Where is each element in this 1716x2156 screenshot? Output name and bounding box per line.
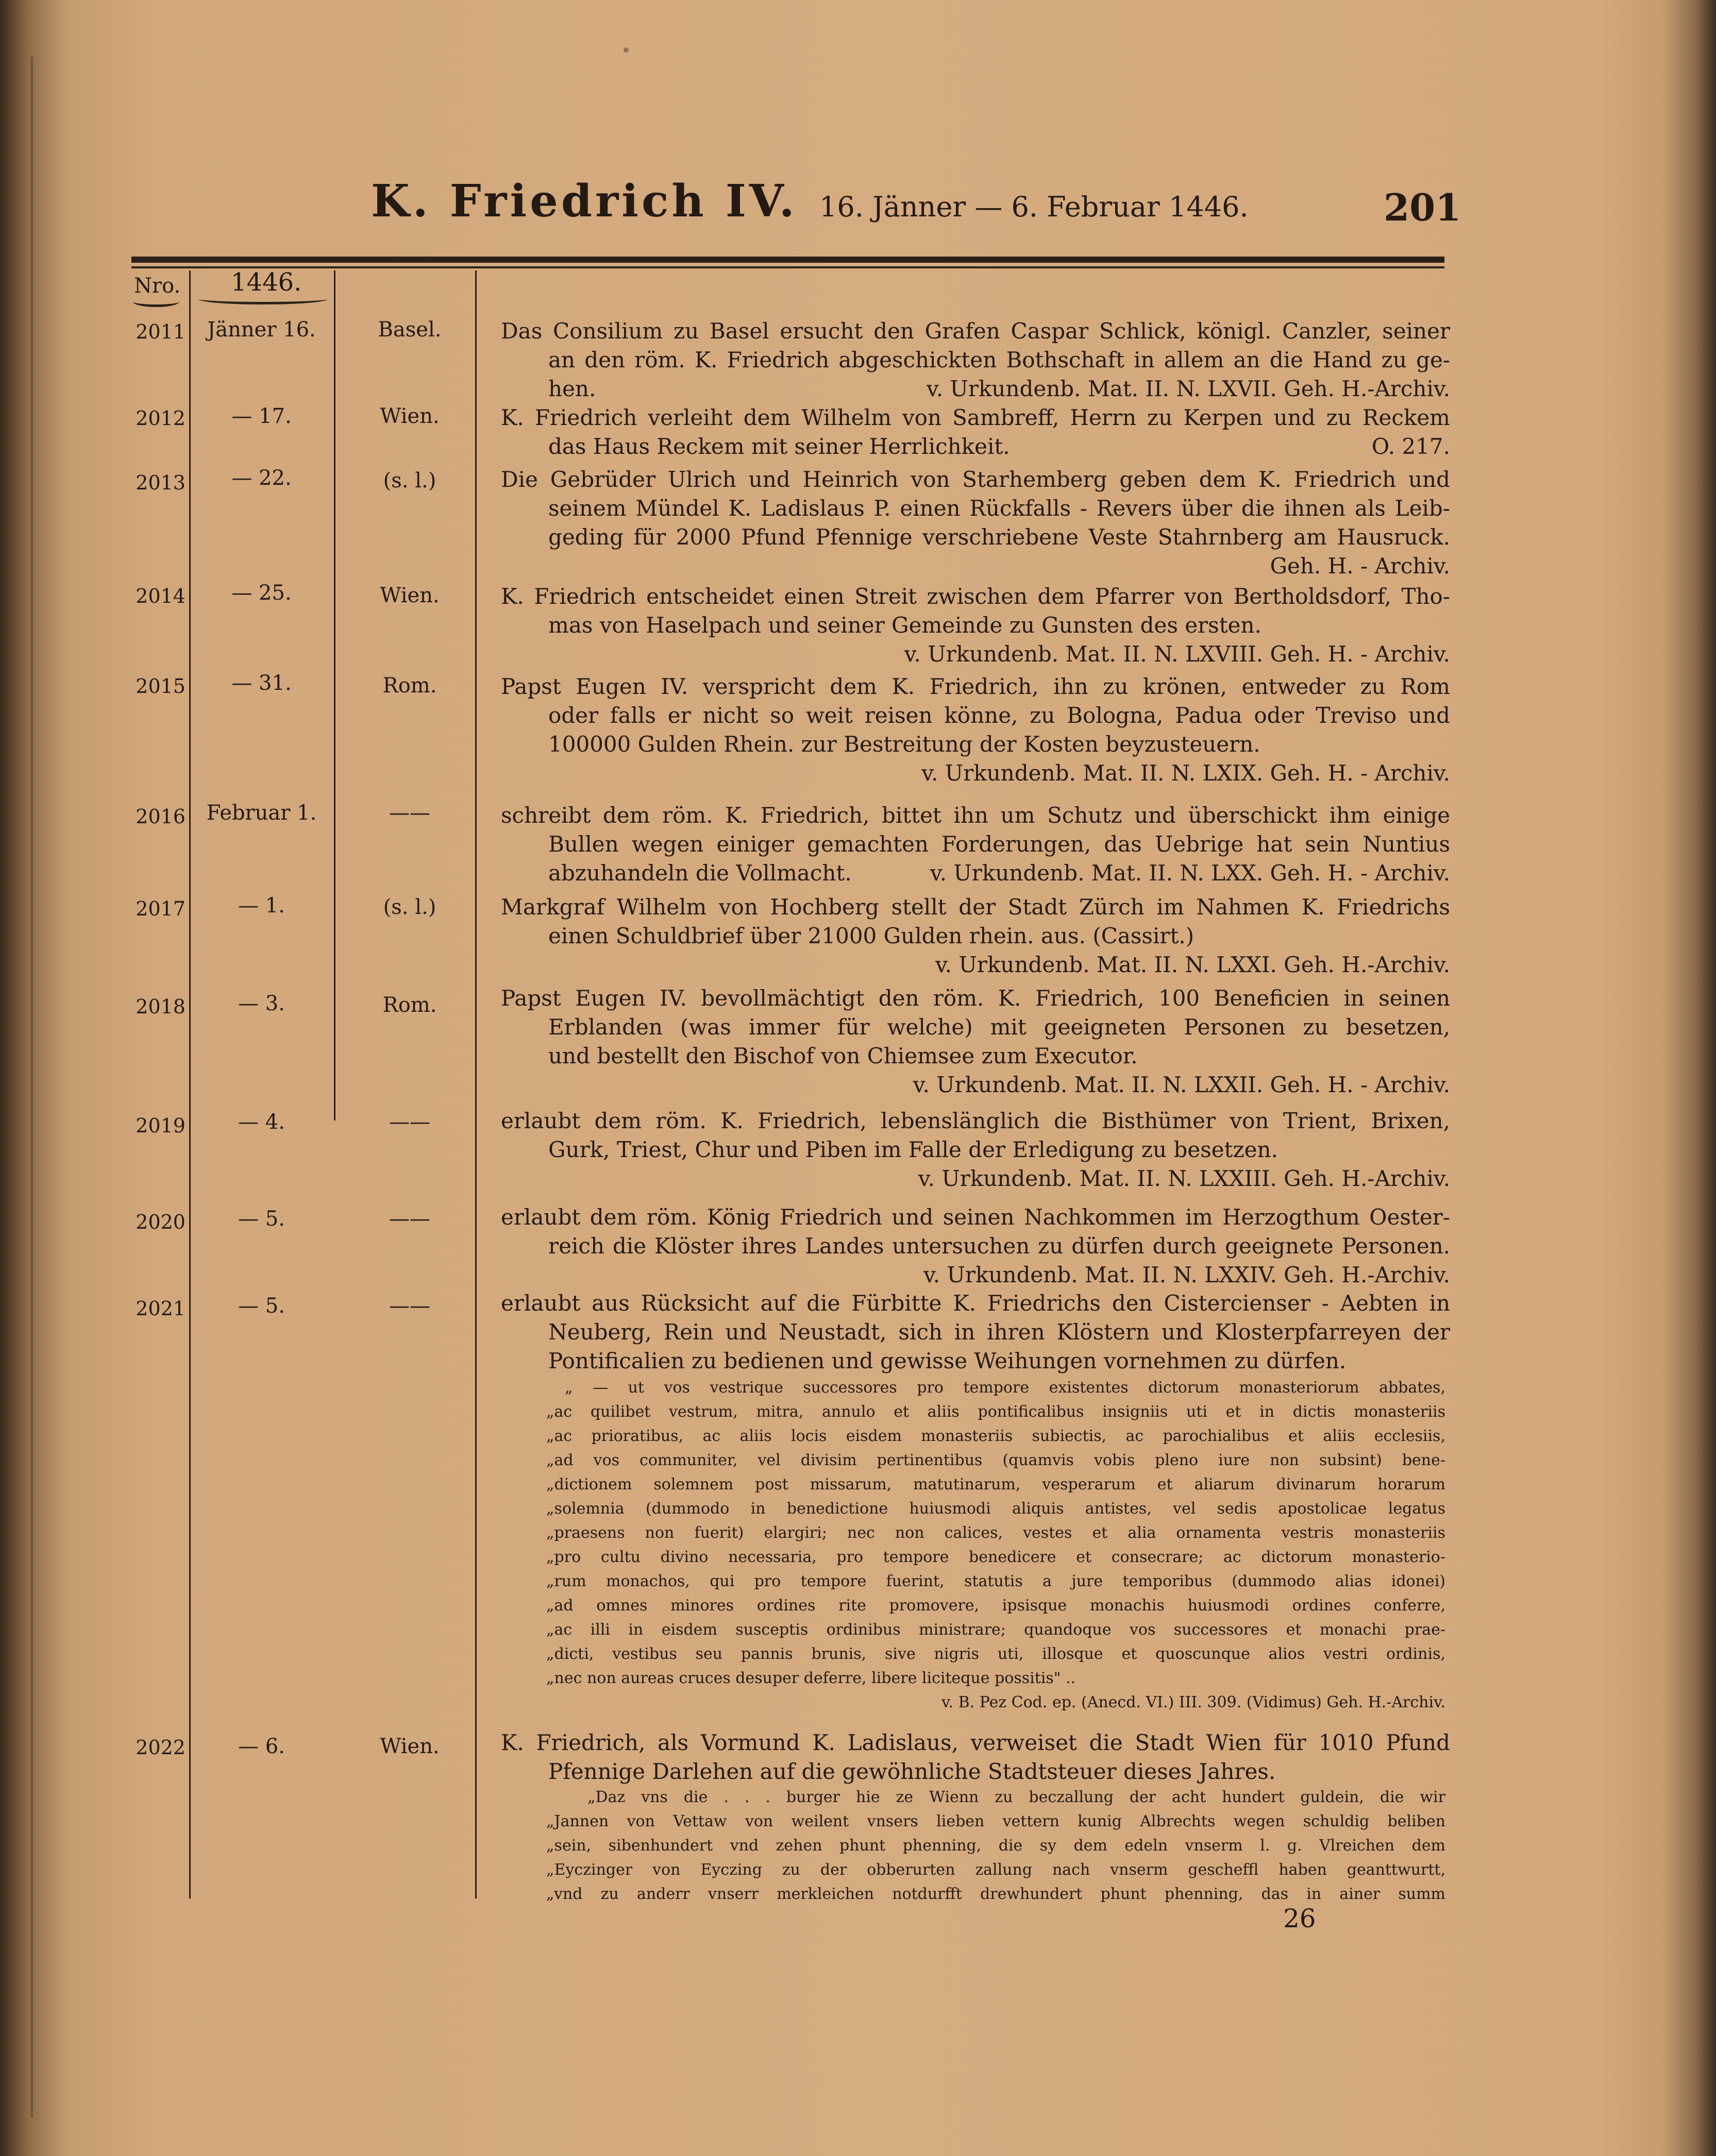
text-line: K. Friedrich verleiht dem Wilhelm von Sambreff, Herrn zu Kerpen und zu Reckem [501, 405, 1450, 430]
quote-line: „Eyczinger von Eyczing zu der obberurten zallung nach vnserm gescheffl haben geanttwurtt, [546, 1861, 1445, 1879]
entry-date: Jänner 16. [207, 318, 316, 342]
entry-number: 2015 [136, 675, 186, 698]
text-line [501, 859, 1450, 888]
text-line: reich die Klöster ihres Landes untersuchen zu dürfen durch geeignete Personen. [548, 1233, 1450, 1259]
text-line: erlaubt dem röm. K. Friedrich, lebenslänglich die Bisthümer von Trient, Brixen, [501, 1108, 1450, 1133]
entry-date: — 31. [231, 671, 292, 695]
column-rule-2 [334, 270, 335, 1121]
entry-place: —— [389, 1110, 430, 1134]
text-line-start: abzuhandeln die Vollmacht. [548, 860, 852, 886]
entry-number: 2019 [136, 1114, 186, 1137]
archive-reference: v. Urkundenb. Mat. II. N. LXXIII. Geh. H.-Archiv. [918, 1166, 1450, 1191]
text-line: an den röm. K. Friedrich abgeschickten Bothschaft in allem an die Hand zu ge- [548, 347, 1450, 372]
entry-text [501, 403, 1450, 461]
archive-reference: v. Urkundenb. Mat. II. N. LXVII. Geh. H.-Archiv. [927, 376, 1450, 401]
entry-date: — 22. [231, 466, 292, 490]
column-rule-1 [189, 270, 191, 1898]
entry-text [501, 893, 1450, 979]
entry-date: — 5. [238, 1207, 285, 1231]
entry-number: 2016 [136, 805, 186, 828]
entry-place: —— [389, 1207, 430, 1231]
archive-reference: v. Urkundenb. Mat. II. N. LXXIV. Geh. H.-Archiv. [923, 1262, 1450, 1287]
archive-reference: v. Urkundenb. Mat. II. N. LXX. Geh. H. - Archiv. [930, 860, 1450, 886]
header-rule-thick [131, 257, 1444, 263]
quote-line: „ac quilibet vestrum, mitra, annulo et aliis pontificalibus insigniis uti et in dictis monasteriis [546, 1403, 1445, 1421]
running-dates: 16. Jänner — 6. Februar 1446. [819, 191, 1249, 223]
text-line: erlaubt dem röm. König Friedrich und seinen Nachkommen im Herzogthum Oester- [501, 1204, 1450, 1230]
text-line: erlaubt aus Rücksicht auf die Fürbitte K. Friedrichs den Cistercienser - Aebten in [501, 1291, 1450, 1316]
latin-quotation [546, 1376, 1445, 1714]
entry-text [501, 801, 1450, 888]
entry-text [501, 984, 1450, 1099]
entry-date: — 5. [238, 1294, 285, 1318]
text-line: K. Friedrich entscheidet einen Streit zwischen dem Pfarrer von Bertholdsdorf, Tho- [501, 584, 1450, 609]
text-line: Die Gebrüder Ulrich und Heinrich von Starhemberg geben dem K. Friedrich und [501, 467, 1450, 492]
column-head-year: 1446. [231, 268, 302, 297]
entry-number: 2011 [136, 320, 186, 343]
quote-line: „praesens non fuerit) elargiri; nec non calices, vestes et alia ornamenta vestris monasteriis [546, 1524, 1445, 1542]
text-line: mas von Haselpach und seiner Gemeinde zu Gunsten des ersten. [548, 613, 1261, 638]
text-line [501, 375, 1450, 403]
archive-reference: v. Urkundenb. Mat. II. N. LXVIII. Geh. H. - Archiv. [904, 641, 1450, 667]
text-line: Gurk, Triest, Chur und Piben im Falle der Erledigung zu besetzen. [548, 1137, 1278, 1162]
text-line: Papst Eugen IV. bevollmächtigt den röm. K. Friedrich, 100 Beneficien in seinen [501, 986, 1450, 1011]
quote-line: „pro cultu divino necessaria, pro tempore benedicere et consecrare; ac dictorum monasterio- [546, 1548, 1445, 1566]
archive-reference: Geh. H. - Archiv. [1270, 553, 1450, 579]
text-line: geding für 2000 Pfund Pfennige verschriebene Veste Stahrnberg am Hausruck. [548, 524, 1450, 550]
text-line: einen Schuldbrief über 21000 Gulden rhein. aus. (Cassirt.) [548, 923, 1195, 948]
quote-line: „ac prioratibus, ac aliis locis eisdem monasteriis subiectis, ac parochialibus et aliis ecclesiis, [546, 1427, 1445, 1445]
page-number: 201 [1384, 185, 1461, 229]
entry-place: (s. l.) [383, 469, 436, 493]
entry-place: Rom. [382, 674, 437, 698]
entry-place: (s. l.) [383, 895, 436, 919]
entry-number: 2021 [136, 1297, 186, 1320]
column-head-number: Nro. [134, 274, 181, 298]
text-line: K. Friedrich, als Vormund K. Ladislaus, verweiset die Stadt Wien für 1010 Pfund [501, 1730, 1450, 1755]
quote-line: „nec non aureas cruces desuper deferre, libere liciteque possitis" .. [546, 1669, 1076, 1687]
entry-date: — 4. [238, 1110, 285, 1134]
quote-line: „solemnia (dummodo in benedictione huiusmodi aliquis antistes, vel sedis apostolicae legatus [546, 1500, 1445, 1518]
entry-place: Basel. [378, 318, 442, 342]
entry-date: — 6. [238, 1735, 285, 1758]
text-line: seinem Mündel K. Ladislaus P. einen Rückfalls - Revers über die ihnen als Leib- [548, 496, 1450, 521]
entry-date: — 1. [238, 894, 285, 918]
entry-place: —— [389, 1294, 430, 1318]
text-line [501, 432, 1450, 461]
entry-place: Rom. [382, 993, 437, 1017]
quote-line: „dictionem solemnem post missarum, matutinarum, vesperarum et aliarum divinarum horarum [546, 1475, 1445, 1493]
printer-signature: 26 [1283, 1904, 1316, 1933]
quote-line: „ — ut vos vestrique successores pro tempore existentes dictorum monasteriorum abbates, [565, 1379, 1445, 1397]
quote-line: „ad omnes minores ordines rite promovere, ipsisque monachis huiusmodi ordines conferre, [546, 1597, 1445, 1615]
entry-text [501, 1289, 1450, 1376]
entry-text [501, 672, 1450, 788]
text-line: Erblanden (was immer für welche) mit geeigneten Personen zu besetzen, [548, 1014, 1450, 1040]
quote-line: „dicti, vestibus seu pannis brunis, sive nigris uti, illosque et quoscunque alios vestri ordinis, [546, 1645, 1445, 1663]
entry-place: Wien. [380, 584, 440, 607]
entry-text [501, 465, 1450, 581]
entry-place: —— [389, 801, 430, 825]
entry-number: 2020 [136, 1211, 186, 1233]
archive-reference: v. Urkundenb. Mat. II. N. LXXI. Geh. H.-Archiv. [935, 952, 1450, 977]
quote-line: „ac illi in eisdem susceptis ordinibus ministrare; quandoque vos successores et monachi prae- [546, 1621, 1445, 1639]
text-line-start: hen. [548, 376, 596, 401]
text-line: Bullen wegen einiger gemachten Forderungen, das Uebrige hat sein Nuntius [548, 831, 1450, 857]
entry-number: 2013 [136, 471, 186, 494]
text-line: Pontificalien zu bedienen und gewisse Weihungen vornehmen zu dürfen. [548, 1348, 1347, 1373]
text-line: 100000 Gulden Rhein. zur Bestreitung der Kosten beyzusteuern. [548, 732, 1260, 757]
brace-year [198, 294, 327, 304]
entry-date: Februar 1. [206, 801, 317, 825]
quote-reference: v. B. Pez Cod. ep. (Anecd. VI.) III. 309. (Vidimus) Geh. H.-Archiv. [941, 1693, 1445, 1711]
archive-reference: v. Urkundenb. Mat. II. N. LXIX. Geh. H. - Archiv. [921, 760, 1450, 786]
entry-date: — 17. [231, 404, 292, 428]
entry-text [501, 582, 1450, 669]
text-line: oder falls er nicht so weit reisen könne, zu Bologna, Padua oder Treviso und [548, 703, 1450, 728]
entry-number: 2014 [136, 585, 186, 607]
brace-number [133, 296, 179, 307]
header-rule-thin [131, 266, 1444, 268]
entry-number: 2018 [136, 995, 186, 1018]
old-german-quotation [546, 1785, 1445, 1906]
text-line: und bestellt den Bischof von Chiemsee zum Executor. [548, 1043, 1138, 1068]
column-rule-3 [475, 270, 477, 1898]
text-line: Das Consilium zu Basel ersucht den Grafen Caspar Schlick, königl. Canzler, seiner [501, 318, 1450, 344]
text-line: Markgraf Wilhelm von Hochberg stellt der Stadt Zürch im Nahmen K. Friedrichs [501, 894, 1450, 920]
quote-line: „rum monachos, qui pro tempore fuerint, statutis a jure temporibus (dummodo alias idonei) [546, 1572, 1445, 1590]
quote-line: „Jannen von Vettaw von weilent vnsers lieben vettern kunig Albrechts wegen schuldig beliben [546, 1812, 1445, 1830]
quote-line: „sein, sibenhundert vnd zehen phunt phenning, die sy dem edeln vnserm l. g. Vlreichen dem [546, 1837, 1445, 1855]
entry-number: 2017 [136, 897, 186, 920]
entry-text [501, 1728, 1450, 1786]
entry-date: — 3. [238, 992, 285, 1015]
text-line: schreibt dem röm. K. Friedrich, bittet ihn um Schutz und überschickt ihm einige [501, 803, 1450, 828]
entry-text [501, 317, 1450, 403]
entry-place: Wien. [380, 1735, 440, 1758]
archive-reference: v. Urkundenb. Mat. II. N. LXXII. Geh. H. - Archiv. [913, 1072, 1450, 1097]
text-line: Neuberg, Rein und Neustadt, sich in ihren Klöstern und Klosterpfarreyen der [548, 1319, 1450, 1345]
quote-line: „Daz vns die . . . burger hie ze Wienn zu beczallung der acht hundert guldein, die wir [587, 1788, 1445, 1806]
entry-date: — 25. [231, 581, 292, 605]
entry-text [501, 1203, 1450, 1289]
entry-number: 2022 [136, 1736, 186, 1759]
text-line: Papst Eugen IV. verspricht dem K. Friedrich, ihn zu krönen, entweder zu Rom [501, 674, 1450, 699]
entry-text [501, 1107, 1450, 1193]
archive-reference: O. 217. [1371, 434, 1450, 459]
quote-line: „ad vos communiter, vel divisim pertinentibus (quamvis vobis pleno iure non subsint) bene- [546, 1451, 1445, 1469]
entry-place: Wien. [380, 404, 440, 428]
entry-number: 2012 [136, 407, 186, 430]
text-line-start: das Haus Reckem mit seiner Herrlichkeit. [548, 434, 1010, 459]
running-title: K. Friedrich IV. [371, 175, 798, 227]
text-line: Pfennige Darlehen auf die gewöhnliche Stadtsteuer dieses Jahres. [548, 1759, 1276, 1784]
quote-line: „vnd zu anderr vnserr merkleichen notdurfft drewhundert phunt phenning, das in ainer summ [546, 1885, 1445, 1903]
